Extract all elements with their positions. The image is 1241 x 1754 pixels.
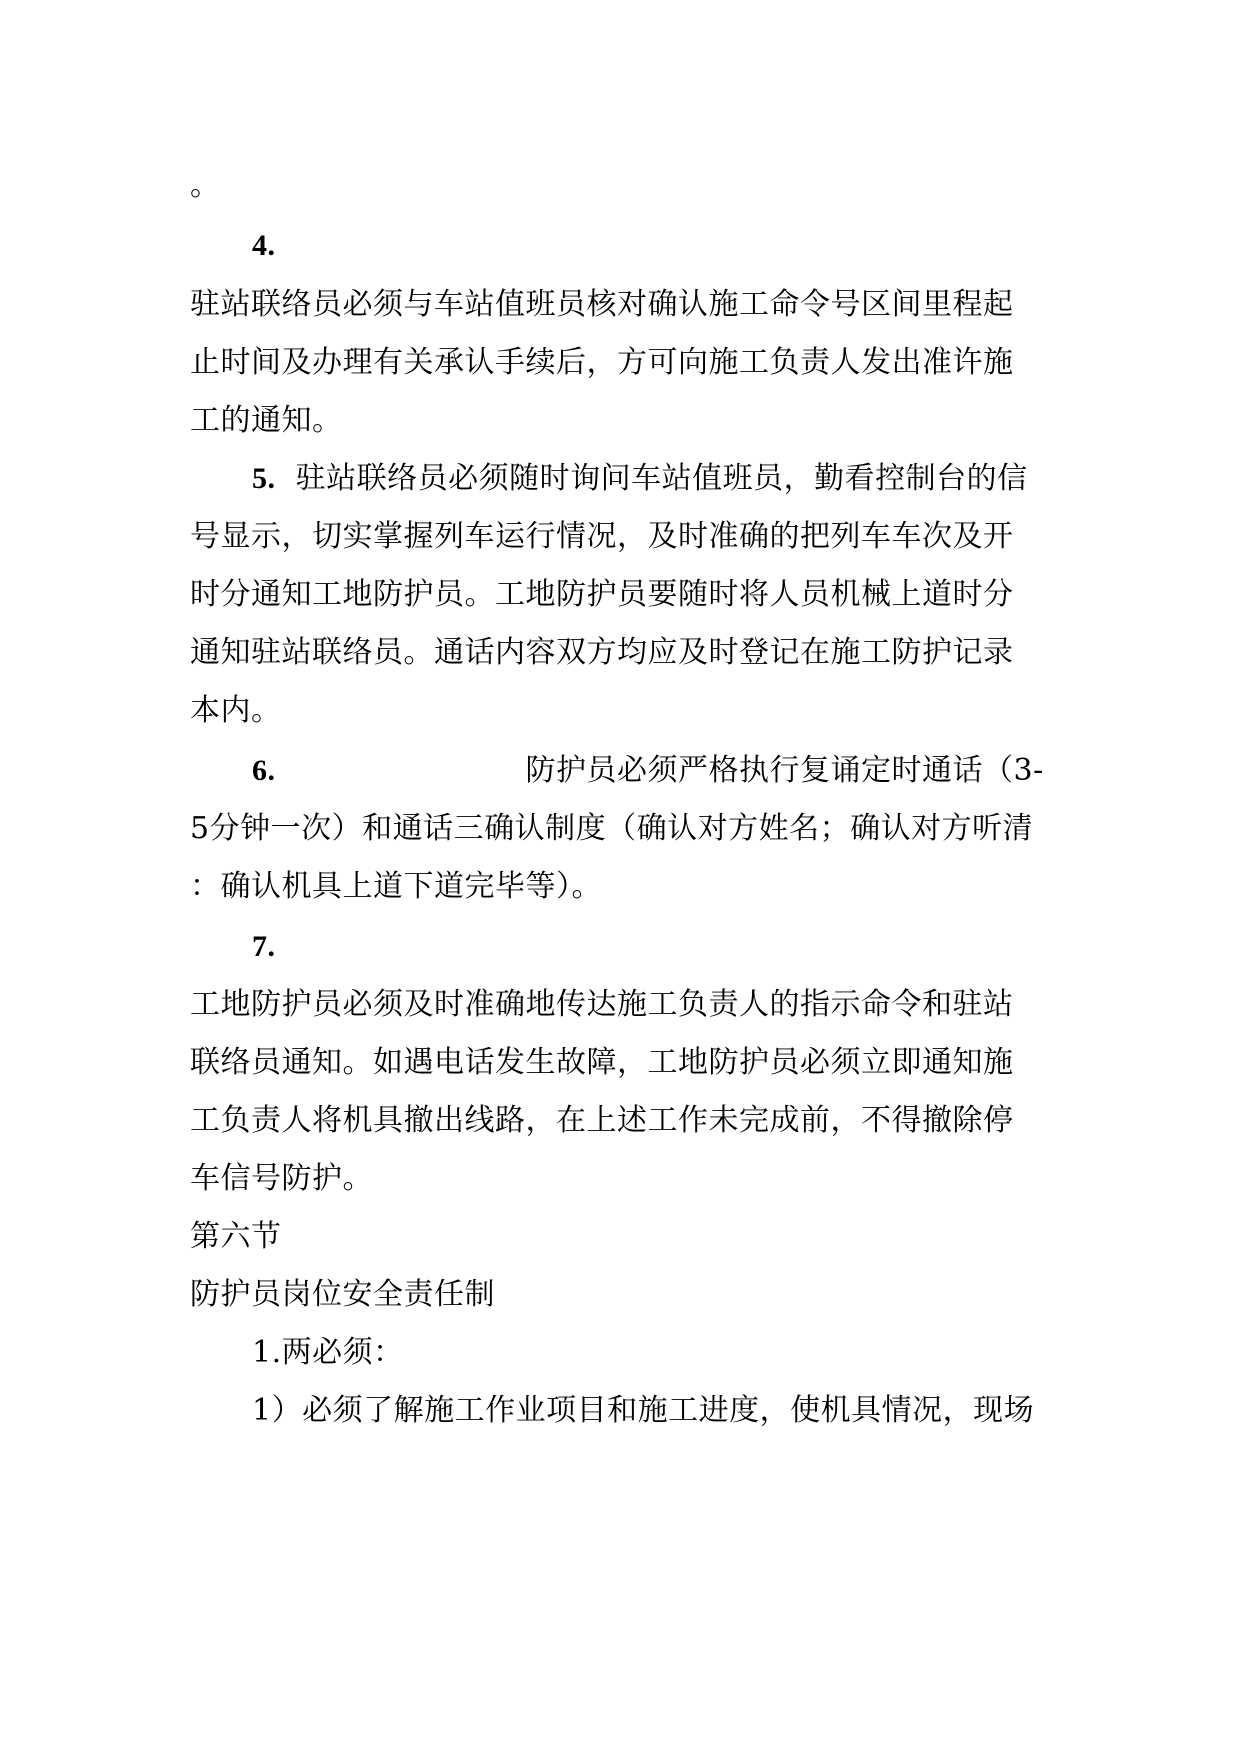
text-line-4: 止时间及办理有关承认手续后，方可向施工负责人发出准许施 [190,345,1014,380]
text-line-3: 驻站联络员必须与车站值班员核对确认施工命令号区间里程起 [190,287,1014,322]
item-number-4: 4. [252,229,276,262]
item-number-5: 5. [252,462,276,495]
text-line-18: 车信号防护。 [190,1161,373,1196]
text-line-17: 工负责人将机具撤出线路，在上述工作未完成前，不得撤除停 [190,1103,1014,1138]
text-line-12: 5分钟一次）和通话三确认制度（确认对方姓名；确认对方听清 [190,811,1034,846]
list-item-1: 1）必须了解施工作业项目和施工进度，使机具情况，现场 [252,1393,1035,1428]
text-line-10: 本内。 [190,693,282,728]
section-heading: 第六节 [190,1219,282,1254]
text-line-15: 工地防护员必须及时准确地传达施工负责人的指示命令和驻站 [190,987,1014,1022]
subheading-two-musts [252,1335,404,1371]
text-line-16: 联络员通知。如遇电话发生故障，工地防护员必须立即通知施 [190,1045,1014,1080]
item-number-7: 7. [252,930,276,963]
text-line-1: 。 [190,168,221,203]
subheading-two-musts-text: 1.两必须： [252,1335,404,1370]
text-line-7: 号显示，切实掌握列车运行情况，及时准确的把列车车次及开 [190,519,1014,554]
item-5-text: 驻站联络员必须随时询问车站值班员，勤看控制台的信 [295,461,1028,496]
section-title: 防护员岗位安全责任制 [190,1277,495,1312]
item-5-line [252,461,1028,497]
item-6-line [252,753,1044,789]
text-line-13: ：确认机具上道下道完毕等）。 [190,869,602,904]
text-line-8: 时分通知工地防护员。工地防护员要随时将人员机械上道时分 [190,577,1014,612]
text-line-5: 工的通知。 [190,403,343,438]
item-number-6: 6. [252,754,276,787]
text-line-9: 通知驻站联络员。通话内容双方均应及时登记在施工防护记录 [190,635,1014,670]
item-6-text: 防护员必须严格执行复诵定时通话（3- [525,753,1044,788]
